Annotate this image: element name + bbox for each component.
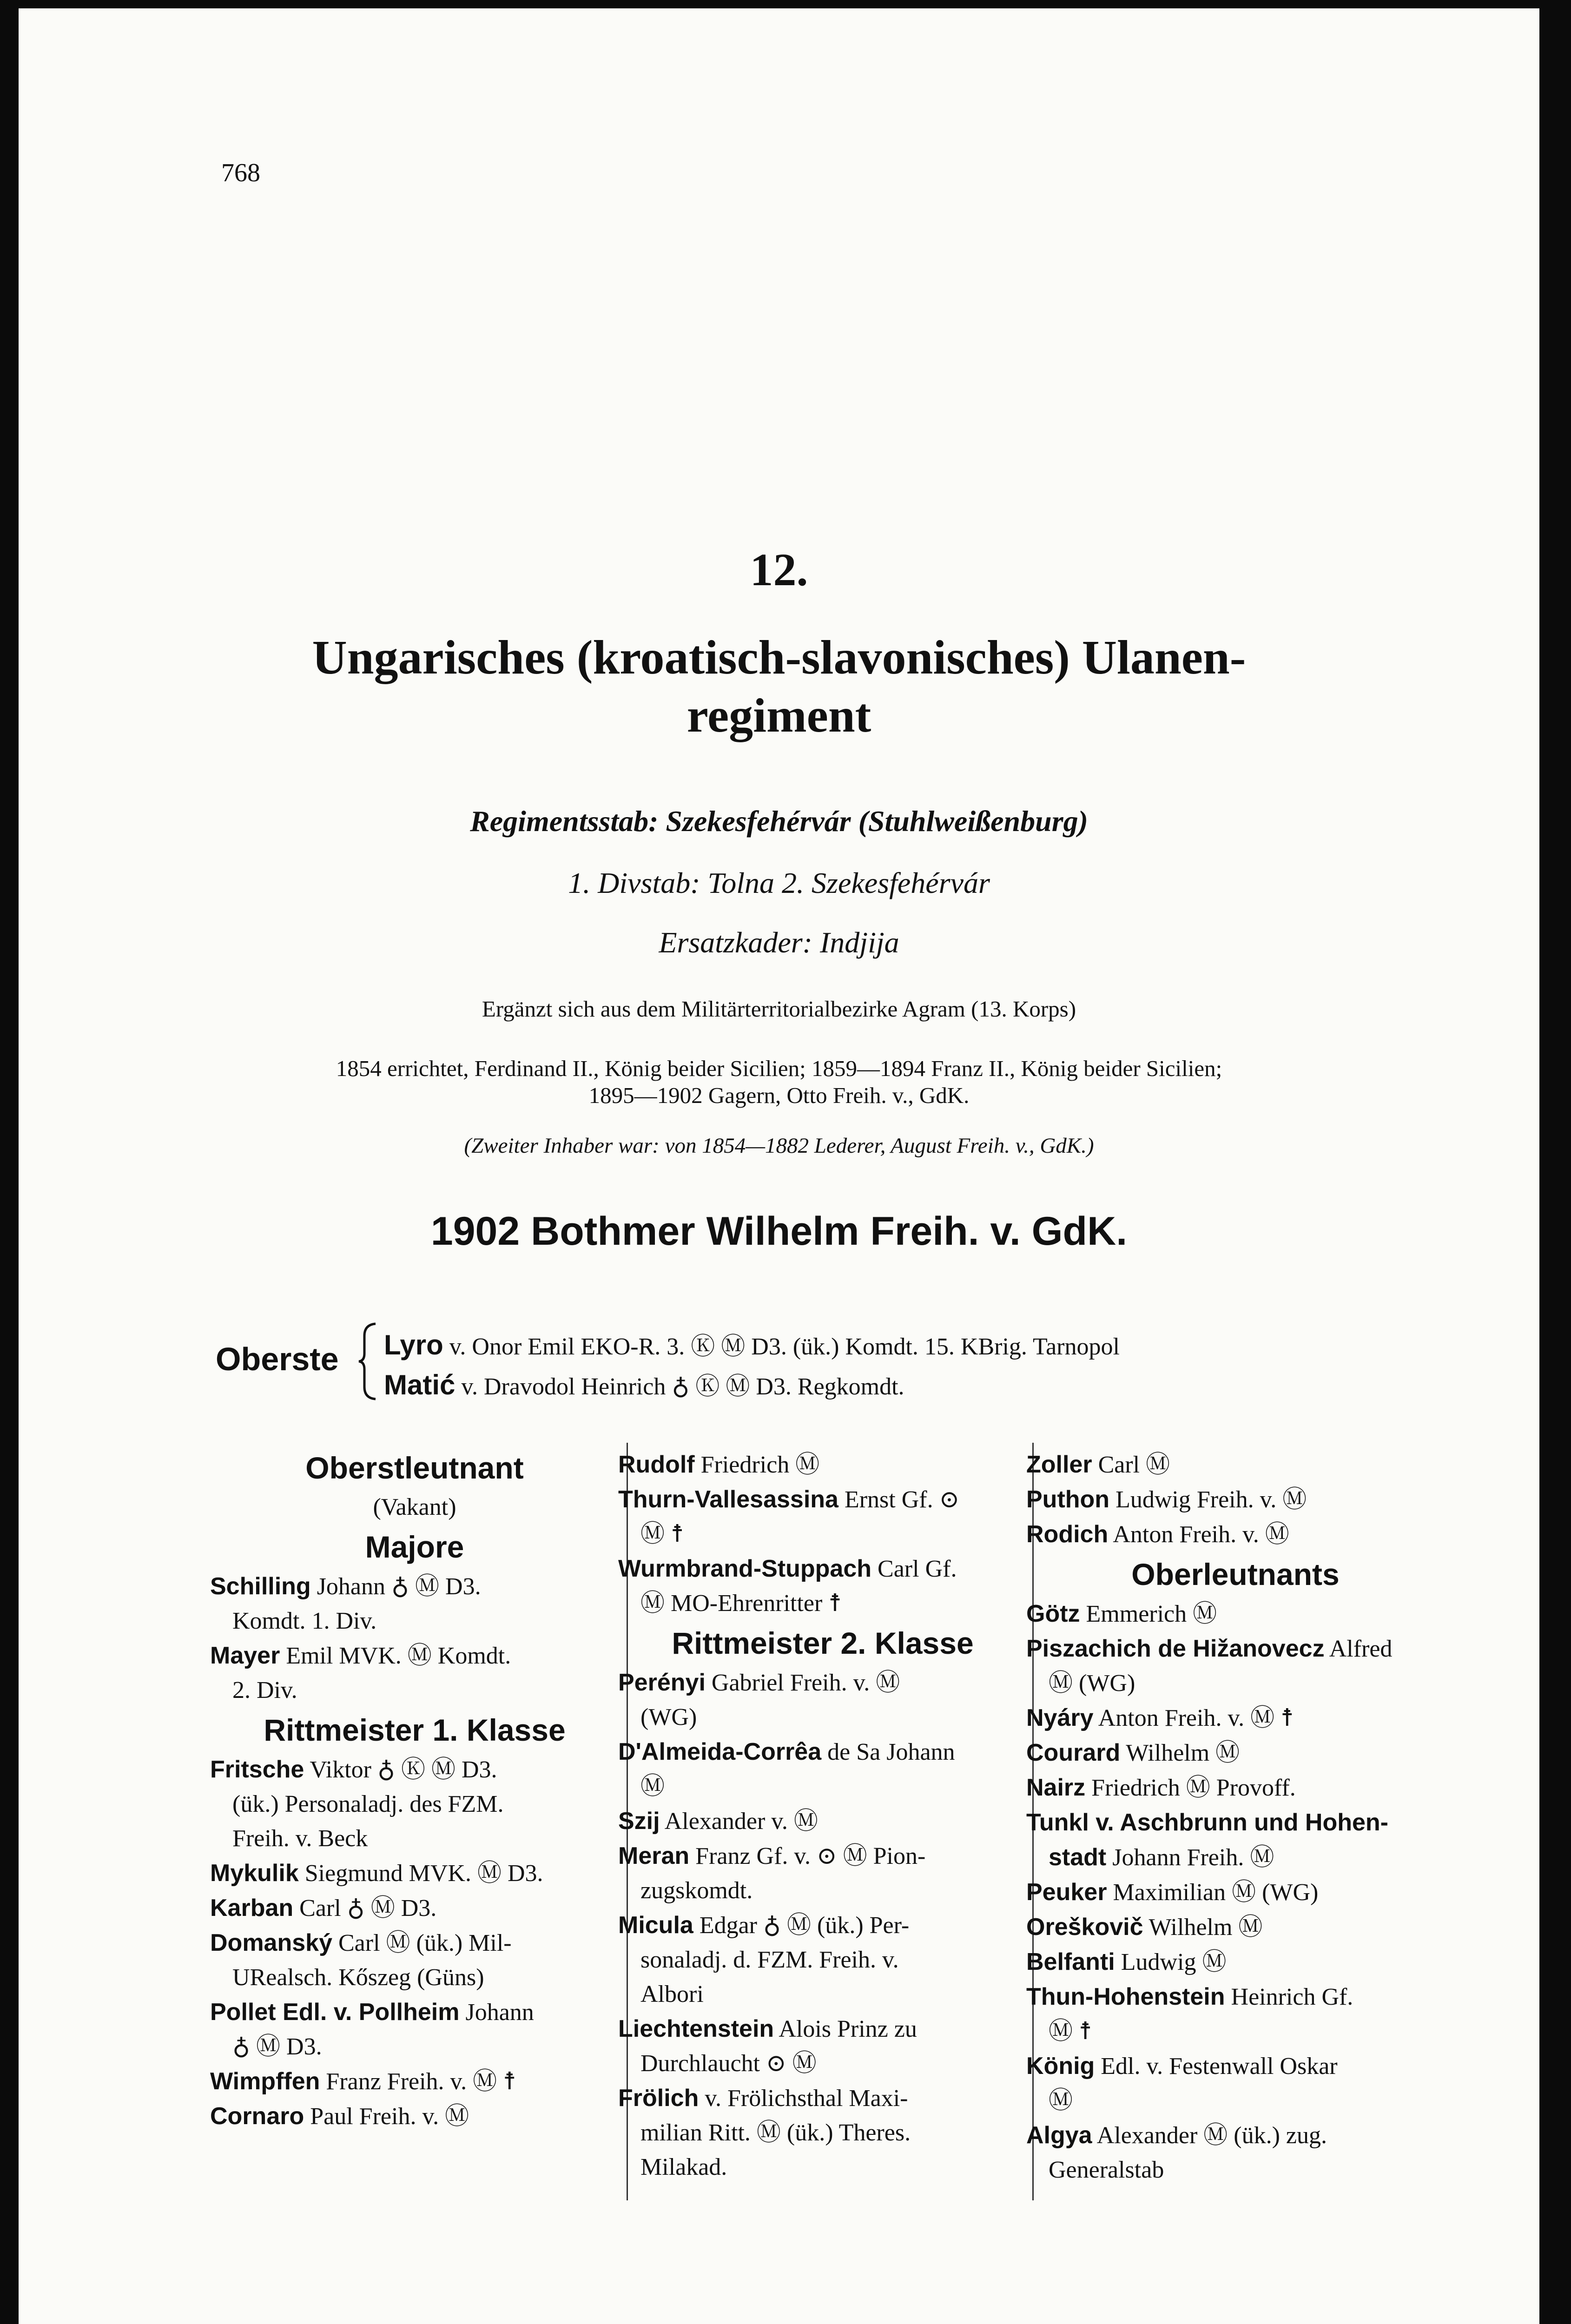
list-item: Cornaro Paul Freih. v. Ⓜ bbox=[210, 2103, 469, 2130]
list-item: Götz Emmerich Ⓜ bbox=[1026, 1600, 1217, 1627]
list-item-continued: Generalstab bbox=[1049, 2157, 1164, 2183]
list-item-continued: Ⓜ ☨ bbox=[1049, 2018, 1092, 2045]
list-item-continued: Ⓜ ☨ bbox=[640, 1521, 684, 1547]
list-item-continued: milian Ritt. Ⓜ (ük.) Theres. bbox=[640, 2119, 911, 2146]
list-item: Belfanti Ludwig Ⓜ bbox=[1026, 1948, 1227, 1975]
list-item-continued: Albori bbox=[640, 1981, 704, 2007]
list-item: Wimpffen Franz Freih. v. Ⓜ ☨ bbox=[210, 2068, 516, 2095]
list-item: Szij Alexander v. Ⓜ bbox=[618, 1808, 818, 1835]
list-item: Thurn-Vallesassina Ernst Gf. ⊙ bbox=[618, 1486, 960, 1513]
list-item: Mayer Emil MVK. Ⓜ Komdt. bbox=[210, 1642, 511, 1669]
ersatzkader-line: Ersatzkader: Indjija bbox=[659, 926, 899, 959]
book-page bbox=[19, 8, 1539, 2324]
list-item-continued: (WG) bbox=[640, 1704, 697, 1730]
page-number: 768 bbox=[221, 158, 260, 187]
regiment-title-line1: Ungarisches (kroatisch-slavonisches) Ulanen- bbox=[312, 631, 1246, 684]
list-item: Algya Alexander Ⓜ (ük.) zug. bbox=[1026, 2122, 1327, 2149]
oberste-line-1 bbox=[384, 1327, 1120, 1365]
regiment-title-line2: regiment bbox=[686, 689, 871, 742]
list-item: Courard Wilhelm Ⓜ bbox=[1026, 1739, 1240, 1766]
list-item-continued: Ⓜ (WG) bbox=[1049, 1670, 1135, 1697]
list-item: Nairz Friedrich Ⓜ Provoff. bbox=[1026, 1774, 1296, 1801]
history-line2: 1895—1902 Gagern, Otto Freih. v., GdK. bbox=[588, 1083, 970, 1108]
list-item-continued: ♁ Ⓜ D3. bbox=[232, 2034, 322, 2060]
list-item: Mykulik Siegmund MVK. Ⓜ D3. bbox=[210, 1860, 543, 1887]
inhaber-line: 1902 Bothmer Wilhelm Freih. v. GdK. bbox=[430, 1209, 1128, 1254]
oberst-name: Lyro bbox=[384, 1329, 443, 1360]
oberste-line-2 bbox=[384, 1367, 904, 1405]
list-item-continued: sonaladj. d. FZM. Freih. v. bbox=[640, 1947, 899, 1973]
list-item: Nyáry Anton Freih. v. Ⓜ ☨ bbox=[1026, 1704, 1294, 1731]
list-item: Schilling Johann ♁ Ⓜ D3. bbox=[210, 1573, 481, 1600]
history-line1: 1854 errichtet, Ferdinand II., König beider Sicilien; 1859—1894 Franz II., König beider Sicilien; bbox=[336, 1056, 1222, 1081]
erganzt-line: Ergänzt sich aus dem Militärterritorialbezirke Agram (13. Korps) bbox=[482, 996, 1076, 1022]
list-item-continued: Ⓜ bbox=[640, 1773, 665, 1800]
brace-icon bbox=[357, 1322, 378, 1401]
list-item: Wurmbrand-Stuppach Carl Gf. bbox=[618, 1555, 957, 1582]
section-heading: Oberstleutnant bbox=[305, 1451, 524, 1485]
list-item: Domanský Carl Ⓜ (ük.) Mil- bbox=[210, 1929, 512, 1956]
list-item-continued: Ⓜ MO-Ehrenritter ☨ bbox=[640, 1590, 842, 1617]
section-heading: Oberleutnants bbox=[1131, 1557, 1340, 1591]
list-item-continued: Ⓜ bbox=[1049, 2087, 1073, 2114]
list-item-continued: stadt Johann Freih. Ⓜ bbox=[1049, 1844, 1274, 1871]
list-item: König Edl. v. Festenwall Oskar bbox=[1026, 2053, 1338, 2080]
list-item: Karban Carl ♁ Ⓜ D3. bbox=[210, 1895, 437, 1921]
list-item: Thun-Hohenstein Heinrich Gf. bbox=[1026, 1983, 1353, 2010]
divstab-line: 1. Divstab: Tolna 2. Szekesfehérvár bbox=[568, 866, 990, 899]
list-item-continued: 2. Div. bbox=[232, 1677, 297, 1703]
list-item: Piszachich de Hižanovecz Alfred bbox=[1026, 1635, 1393, 1662]
column-2 bbox=[618, 1447, 1027, 2185]
list-item: Micula Edgar ♁ Ⓜ (ük.) Per- bbox=[618, 1912, 910, 1939]
list-item-continued: Durchlaucht ⊙ Ⓜ bbox=[640, 2050, 817, 2077]
list-item: Fritsche Viktor ♁ Ⓚ Ⓜ D3. bbox=[210, 1756, 497, 1783]
list-item: Rudolf Friedrich Ⓜ bbox=[618, 1451, 820, 1478]
list-item-continued: Komdt. 1. Div. bbox=[232, 1608, 377, 1634]
list-item-continued: zugskomdt. bbox=[640, 1877, 753, 1904]
list-item-continued: URealsch. Kőszeg (Güns) bbox=[232, 1964, 484, 1991]
oberst-details: v. Onor Emil EKO-R. 3. Ⓚ Ⓜ D3. (ük.) Komdt. 15. KBrig. Tarnopol bbox=[443, 1334, 1120, 1360]
oberste-label: Oberste bbox=[216, 1341, 339, 1377]
column-1 bbox=[210, 1446, 619, 2134]
list-item: Peuker Maximilian Ⓜ (WG) bbox=[1026, 1879, 1319, 1906]
list-item: D'Almeida-Corrêa de Sa Johann bbox=[618, 1738, 955, 1765]
column-3 bbox=[1026, 1447, 1445, 2187]
vakant-note: (Vakant) bbox=[373, 1494, 456, 1520]
oberst-details: v. Dravodol Heinrich ♁ Ⓚ Ⓜ D3. Regkomdt. bbox=[455, 1373, 904, 1400]
zweiter-inhaber-line: (Zweiter Inhaber war: von 1854—1882 Lederer, August Freih. v., GdK.) bbox=[464, 1134, 1094, 1158]
list-item: Frölich v. Frölichsthal Maxi- bbox=[618, 2085, 908, 2112]
list-item: Pollet Edl. v. Pollheim Johann bbox=[210, 1999, 534, 2026]
list-item: Puthon Ludwig Freih. v. Ⓜ bbox=[1026, 1486, 1307, 1513]
regimentsstab-line: Regimentsstab: Szekesfehérvár (Stuhlweißenburg) bbox=[470, 805, 1088, 838]
list-item: Meran Franz Gf. v. ⊙ Ⓜ Pion- bbox=[618, 1842, 926, 1869]
list-item: Liechtenstein Alois Prinz zu bbox=[618, 2015, 917, 2042]
list-item-continued: Milakad. bbox=[640, 2154, 727, 2180]
list-item: Zoller Carl Ⓜ bbox=[1026, 1451, 1170, 1478]
regiment-number: 12. bbox=[750, 544, 808, 595]
section-heading: Rittmeister 2. Klasse bbox=[672, 1626, 974, 1660]
section-heading: Majore bbox=[365, 1530, 464, 1564]
list-item-continued: (ük.) Personaladj. des FZM. bbox=[232, 1791, 504, 1817]
list-item: Perényi Gabriel Freih. v. Ⓜ bbox=[618, 1669, 900, 1696]
list-item: Rodich Anton Freih. v. Ⓜ bbox=[1026, 1521, 1289, 1548]
section-heading: Rittmeister 1. Klasse bbox=[264, 1713, 566, 1747]
list-item-continued: Freih. v. Beck bbox=[232, 1825, 368, 1852]
list-item: Oreškovič Wilhelm Ⓜ bbox=[1026, 1914, 1263, 1941]
oberst-name: Matić bbox=[384, 1369, 455, 1400]
list-item: Tunkl v. Aschbrunn und Hohen- bbox=[1026, 1809, 1388, 1836]
